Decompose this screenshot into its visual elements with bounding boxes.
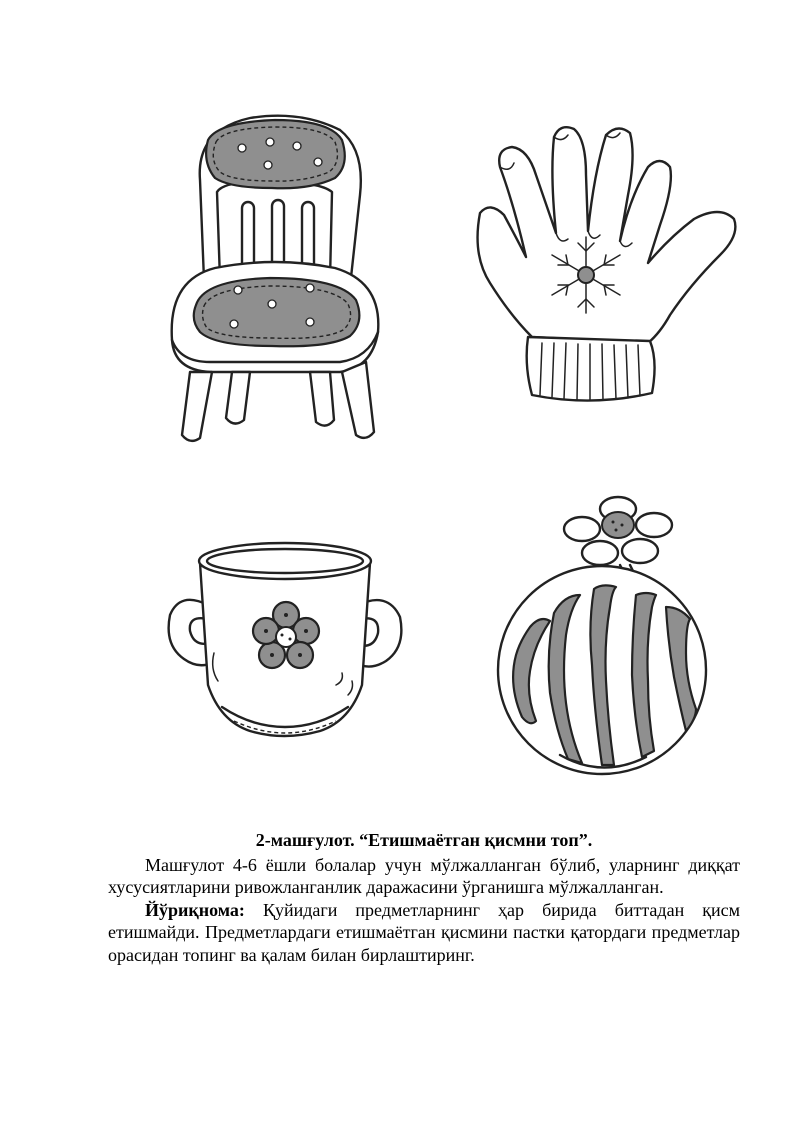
cup-illustration — [160, 535, 410, 750]
chair-illustration — [160, 100, 390, 450]
mitten-illustration — [470, 115, 750, 415]
exercise-description: Машғулот 4-6 ёшли болалар учун мўлжалланган бўлиб, уларнинг диққат хусусиятларини ривожланганлик даражасини ўрганишга мўлжалланган. — [108, 854, 740, 897]
instruction-label: Йўриқнома: — [145, 899, 245, 920]
instruction-text: Қуйидаги предметларнинг ҳар бирида биттадан қисм етишмайди. Предметлардаги етишмаётган қисмини пастки қатордаги предметлар орасидан топинг ва қалам билан бирлаштиринг. — [108, 899, 740, 965]
exercise-instruction — [108, 899, 740, 967]
exercise-heading: 2-машғулот. “Етишмаётган қисмни топ”. — [255, 830, 593, 850]
exercise-text — [108, 829, 740, 966]
watermelon-illustration — [490, 495, 720, 785]
